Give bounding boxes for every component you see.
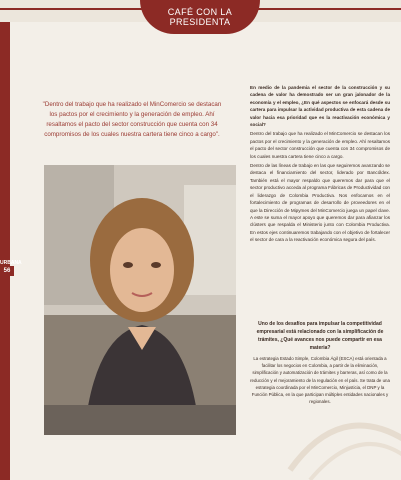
article-paragraph-2: Dentro de las líneas de trabajo en las que seguiremos avanzando se destaca el financiamiento del sector, liderado por Bancóldex. También está el mayor respaldo que queremos dar para que el sector productivo acceda al programa Fábricas de Productividad con el liderazgo de Colombia Productiva. Nos enfocamos en el fortalecimiento de programas de desarrollo de proveedores en el que la Dirección de Mipymes del MinComercio juega un papel clave. A este se suma el mayor apoyo que queremos dar para afianzar los clústers que respalda el Ministerio junto con Colombia Productiva. En estos ejes continuaremos trabajando con el objetivo de fortalecer el sector de cara a la reactivación económica segura del país. (250, 163, 390, 243)
section-title-line1: CAFÉ CON LA (167, 7, 233, 17)
left-margin-bar (0, 22, 10, 480)
section-tab (140, 0, 260, 34)
portrait-photo (44, 165, 236, 435)
sidebar-label: URBANA (0, 260, 22, 266)
decorative-swirl (280, 380, 401, 480)
article-question-2: Uno de los desafíos para impulsar la competitividad empresarial está relacionado con la simplificación de trámites, ¿Qué avances nos puede compartir en esa materia? (256, 321, 384, 351)
section-title-line2: PRESIDENTA (169, 17, 231, 27)
article-column (250, 84, 390, 246)
article-paragraph-3: La estrategia Estado Simple, Colombia Ágil (ESCA) está orientada a facilitar los negocios en Colombia, a partir de la eliminación, simplificación y automatización de trámites y barreras, así como de la reducción y el mejoramiento de la regulación en el país. Se trata de una estrategia coordinada por el MinComercio, Minjusticia, el DNP y la Función Pública, en la que participan múltiples entidades nacionales y regionales. (250, 356, 390, 405)
article-question-1: En medio de la pandemia el sector de la construcción y su cadena de valor ha demostrado ser un gran jalonador de la economía y el empleo, ¿En qué aspectos se enfocará desde su cartera para impulsar la actividad productiva de esta cadena de valor hacia esa prioridad que es la reactivación económica y social? (250, 85, 390, 128)
header-rule-left (0, 8, 150, 10)
article-paragraph-1: Dentro del trabajo que ha realizado el MinComercio se destacan los pactos por el crecimiento y la generación de empleo. Ahí resaltamos el pacto del sector construcción que cuenta con 34 compromisos de los cuales nuestra cartera tiene cinco a cargo. (250, 131, 390, 159)
header-rule-right (250, 8, 401, 10)
page-number: 56 (0, 266, 14, 276)
pull-quote: "Dentro del trabajo que ha realizado el MinComercio se destacan los pactos por el crecimiento y la generación de empleo. Ahí resaltamos el pacto del sector construcción que cuenta con 34 compromisos de los cuales nuestra cartera tiene cinco a cargo". (42, 101, 222, 138)
